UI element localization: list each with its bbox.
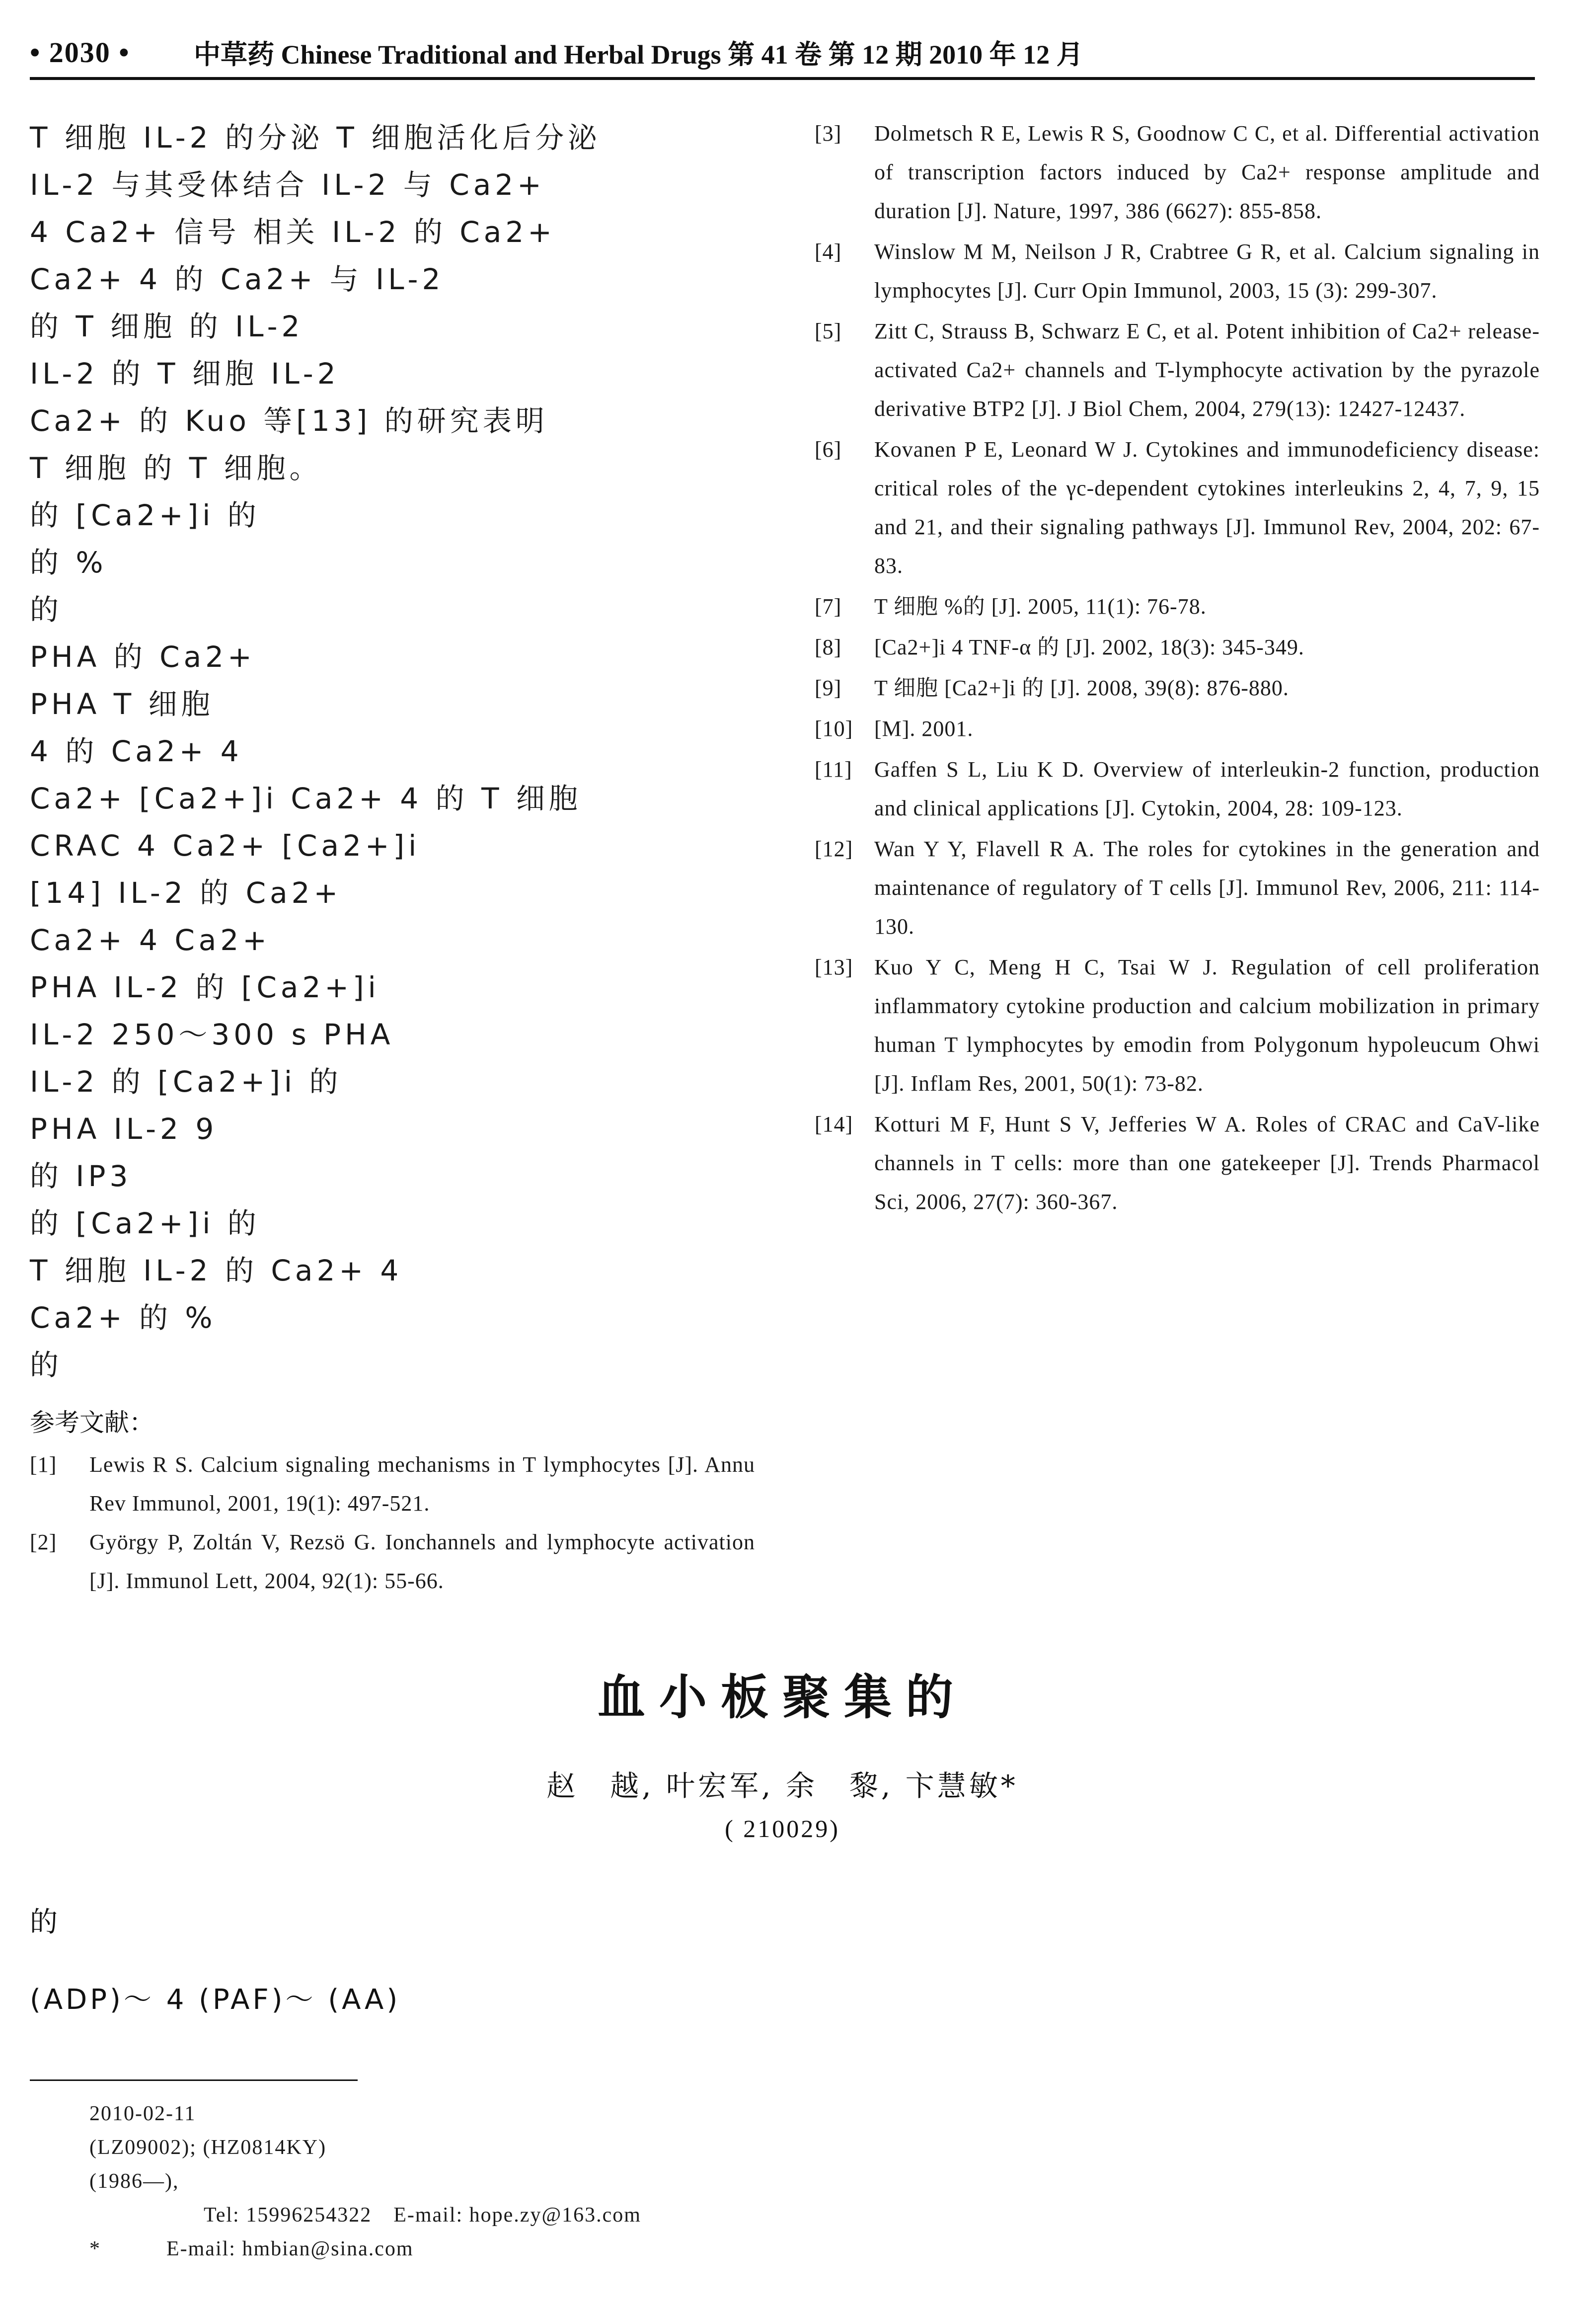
body-line: 的 [Ca2+]i 的 — [30, 1206, 260, 1240]
reference-item — [815, 948, 1540, 1103]
body-line: PHA IL-2 的 [Ca2+]i — [30, 970, 380, 1004]
reference-item — [815, 669, 1540, 708]
body-line: PHA 的 Ca2+ — [30, 640, 256, 674]
reference-item — [815, 830, 1540, 946]
reference-item — [815, 710, 1540, 748]
reference-text: György P, Zoltán V, Rezsö G. Ionchannels and lymphocyte activation [J]. Immunol Lett, 2004, 92(1): 55-66. — [89, 1530, 755, 1593]
reference-number: [7] — [815, 594, 842, 619]
footnote-line: 2010-02-11 — [89, 2102, 196, 2125]
body-line: Ca2+ [Ca2+]i Ca2+ 4 的 T 细胞 — [30, 782, 582, 815]
body-line: T 细胞 的 T 细胞。 — [30, 451, 322, 485]
footnote-line: Tel: 15996254322 E-mail: hope.zy@163.com — [204, 2204, 641, 2227]
reference-item — [815, 114, 1540, 231]
reference-number: [12] — [815, 837, 853, 861]
reference-number: [6] — [815, 437, 842, 462]
body-line: 的 — [30, 1348, 63, 1382]
reference-item — [815, 233, 1540, 310]
reference-text: Zitt C, Strauss B, Schwarz E C, et al. Potent inhibition of Ca2+ release-activated Ca2+ channels and T-lymphocyte activation by the pyrazole derivative BTP2 [J]. J Biol Chem, 2004, 279(13): 12427-12437. — [874, 319, 1540, 421]
body-line: CRAC 4 Ca2+ [Ca2+]i — [30, 829, 421, 863]
reference-text: Gaffen S L, Liu K D. Overview of interleukin-2 function, production and clinical applications [J]. Cytokin, 2004, 28: 109-123. — [874, 757, 1540, 820]
reference-text: Lewis R S. Calcium signaling mechanisms in T lymphocytes [J]. Annu Rev Immunol, 2001, 19(1): 497-521. — [89, 1452, 755, 1516]
body-line: IL-2 的 [Ca2+]i 的 — [30, 1065, 342, 1099]
reference-number: [14] — [815, 1112, 853, 1136]
reference-text: T 细胞 %的 [J]. 2005, 11(1): 76-78. — [874, 594, 1207, 619]
second-article — [30, 1660, 1535, 2053]
reference-number: [2] — [30, 1530, 57, 1554]
reference-number: [9] — [815, 676, 842, 700]
reference-item — [815, 312, 1540, 428]
body-line: 的 % — [30, 546, 107, 579]
footnotes — [89, 2097, 1530, 2266]
reference-text: Kovanen P E, Leonard W J. Cytokines and immunodeficiency disease: critical roles of the γc-dependent cytokines interleukins 2, 4, 7, 9, 15 and 21, and their signaling pathways [J]. Immunol Rev, 2004, 202: 67-83. — [874, 437, 1540, 578]
reference-item — [815, 430, 1540, 585]
reference-item — [815, 587, 1540, 626]
body-line: IL-2 250～300 s PHA — [30, 1018, 394, 1051]
body-line: IL-2 与其受体结合 IL-2 与 Ca2+ — [30, 168, 545, 202]
article-affiliation: ( 210029) — [725, 1815, 840, 1842]
abstract-line: (ADP)～ 4 (PAF)～ (AA) — [30, 1984, 401, 2016]
reference-number: [11] — [815, 757, 852, 782]
reference-item — [815, 750, 1540, 828]
footnote-line: * E-mail: hmbian@sina.com — [89, 2237, 414, 2260]
reference-item — [30, 1445, 755, 1523]
article-abstract — [30, 1898, 1535, 2025]
body-line: PHA IL-2 9 — [30, 1112, 218, 1146]
reference-item — [815, 1105, 1540, 1221]
reference-number: [8] — [815, 635, 842, 659]
abstract-line: 的 — [30, 1906, 61, 1938]
reference-text: Dolmetsch R E, Lewis R S, Goodnow C C, et al. Differential activation of transcription factors induced by Ca2+ response amplitude and duration [J]. Nature, 1997, 386 (6627): 855-858. — [874, 121, 1540, 223]
reference-number: [3] — [815, 121, 842, 146]
references-heading: 参考文献： — [30, 1408, 154, 1437]
reference-number: [5] — [815, 319, 842, 343]
body-line: 的 [Ca2+]i 的 — [30, 498, 260, 532]
right-column — [815, 114, 1540, 1223]
body-line: PHA T 细胞 — [30, 687, 214, 721]
body-line: 4 Ca2+ 信号 相关 IL-2 的 Ca2+ — [30, 215, 556, 249]
body-line: T 细胞 IL-2 的分泌 T 细胞活化后分泌 — [30, 121, 601, 155]
reference-number: [1] — [30, 1452, 57, 1477]
reference-text: Wan Y Y, Flavell R A. The roles for cytokines in the generation and maintenance of regulatory of T cells [J]. Immunol Rev, 2006, 211: 114-130. — [874, 837, 1540, 939]
reference-text: Winslow M M, Neilson J R, Crabtree G R, et al. Calcium signaling in lymphocytes [J]. Curr Opin Immunol, 2003, 15 (3): 299-307. — [874, 239, 1540, 303]
footnote-line: (1986—), — [89, 2170, 179, 2193]
article-authors: 赵 越, 叶宏军, 余 黎, 卞慧敏* — [546, 1769, 1018, 1803]
body-line: Ca2+ 4 的 Ca2+ 与 IL-2 — [30, 262, 445, 296]
body-line: 的 IP3 — [30, 1159, 132, 1193]
reference-text: [Ca2+]i 4 TNF-α 的 [J]. 2002, 18(3): 345-349. — [874, 635, 1304, 659]
body-line: Ca2+ 的 % — [30, 1301, 217, 1335]
body-text — [30, 114, 755, 1389]
body-line: 的 — [30, 593, 63, 627]
body-line: IL-2 的 T 细胞 IL-2 — [30, 357, 340, 391]
journal-header: 中草药 Chinese Traditional and Herbal Drugs 第 41 卷 第 12 期 2010 年 12 月 — [194, 39, 1083, 70]
article-title: 血小板聚集的 — [598, 1670, 967, 1725]
reference-list — [30, 1445, 755, 1600]
body-line: Ca2+ 的 Kuo 等[13] 的研究表明 — [30, 404, 548, 438]
body-line: Ca2+ 4 Ca2+ — [30, 923, 271, 957]
reference-item — [30, 1523, 755, 1600]
body-line: T 细胞 IL-2 的 Ca2+ 4 — [30, 1254, 403, 1287]
body-line: [14] IL-2 的 Ca2+ — [30, 876, 342, 910]
reference-list — [815, 114, 1540, 1221]
running-header — [30, 27, 1535, 80]
reference-text: T 细胞 [Ca2+]i 的 [J]. 2008, 39(8): 876-880. — [874, 676, 1289, 700]
reference-text: Kuo Y C, Meng H C, Tsai W J. Regulation of cell proliferation inflammatory cytokine production and calcium mobilization in primary human T lymphocytes by emodin from Polygonum hypoleucum Ohwi [J]. Inflam Res, 2001, 50(1): 73-82. — [874, 955, 1540, 1096]
reference-item — [815, 628, 1540, 667]
reference-number: [13] — [815, 955, 853, 979]
body-line: 4 的 Ca2+ 4 — [30, 734, 243, 768]
body-line: 的 T 细胞 的 IL-2 — [30, 310, 304, 343]
reference-text: Kotturi M F, Hunt S V, Jefferies W A. Roles of CRAC and CaV-like channels in T cells: more than one gatekeeper [J]. Trends Pharmacol Sci, 2006, 27(7): 360-367. — [874, 1112, 1540, 1214]
left-column — [30, 114, 755, 1600]
reference-text: [M]. 2001. — [874, 717, 974, 741]
reference-number: [4] — [815, 239, 842, 264]
page-number: • 2030 • — [30, 36, 130, 69]
footnote-divider — [30, 2079, 358, 2081]
reference-number: [10] — [815, 717, 853, 741]
footnote-line: (LZ09002); (HZ0814KY) — [89, 2136, 327, 2159]
